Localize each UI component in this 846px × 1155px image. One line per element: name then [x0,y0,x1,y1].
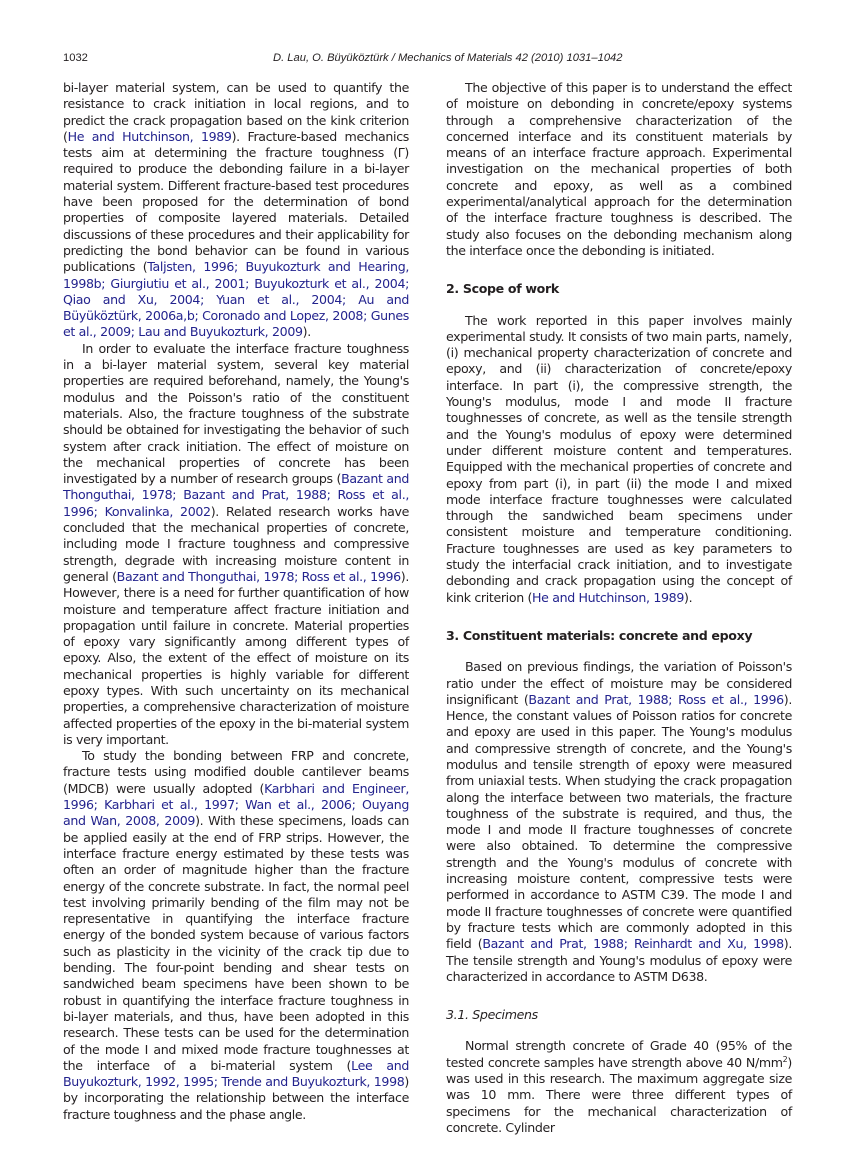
paragraph [446,1038,792,1136]
paragraph [446,313,792,606]
superscript: 2 [782,1054,788,1064]
text-run: The work reported in this paper involves mainly experimental study. It consists of two main parts, namely, (i) mechanical property characterization of concrete and epoxy, and (ii) characterization of concrete/epoxy interface. In part (i), the compressive strength, the Young's modulus, mode I and mode II fracture toughnesses of concrete, as well as the tensile strength and the Young's modulus of epoxy were determined under different moisture content and temperatures. Equipped with the mechanical properties of concrete and epoxy from part (i), in part (ii) the mode I and mixed mode interface fracture toughnesses were calculated through the sandwiched beam specimens under consistent moisture and temperature conditioning. Fracture toughnesses are used as key parameters to study the interfacial crack initiation, and to investigate debonding and crack propagation using the concept of kink criterion ( [446,312,792,605]
right-column [446,80,792,1136]
citation-link[interactable]: Bazant and Prat, 1988; Ross et al., 1996 [528,691,784,707]
spacer [446,298,792,313]
citation-link[interactable]: He and Hutchinson, 1989 [532,589,684,605]
text-run: To study the bonding between FRP and concrete, fracture tests using modified double cantilever beams (MDCB) were usually adopted ( [63,748,409,796]
page-number: 1032 [63,52,88,64]
paragraph [63,80,409,341]
left-column [63,80,409,1123]
text-run: ). With these specimens, loads can be applied easily at the end of FRP strips. However, the interface fracture energy estimated by these tests was often an order of magnitude higher than the fracture energy of the concrete substrate. In fact, the normal peel test involving primarily bending of the film may not be representative in quantifying the interface fracture energy of the bonded system because of various factors such as plasticity in the vicinity of the crack tip due to bending. The four-point bending and shear tests on sandwiched beam specimens have been shown to be robust in quantifying the interface fracture toughness in bi-layer materials, and thus, have been adopted in this research. These tests can be used for the determination of the mode I and mixed mode fracture toughnesses at the interface of a bi-material system ( [63,813,409,1073]
text-run: ). The tensile strength and Young's modulus of epoxy were characterized in accordance to ASTM D638. [446,936,792,984]
citation-link[interactable]: Bazant and Thonguthai, 1978; Ross et al., 1996 [116,568,401,584]
text-run: ). Hence, the constant values of Poisson ratios for concrete and epoxy are used in this paper. The Young's modulus and compressive strength of concrete, and the Young's modulus and tensile strength of epoxy were measured from uniaxial tests. When studying the crack propagation along the interface between two materials, the fracture toughness of the substrate is required, and thus, the mode I and mode II fracture toughnesses of concrete were also obtained. To determine the compressive strength and the Young's modulus of concrete with increasing moisture content, compressive tests were performed in accordance to ASTM C39. The mode I and mode II fracture toughnesses of concrete were quantified by fracture tests which are commonly adopted in this field ( [446,691,792,952]
spacer [446,644,792,659]
text-run: Based on previous findings, the variation of Poisson's ratio under the effect of moisture may be considered insignificant ( [446,659,792,707]
citation-link[interactable]: Taljsten, 1996; Buyukozturk and Hearing, 1998b; Giurgiutiu et al., 2001; Buyukozturk et al., 2004; Qiao and Xu, 2004; Yuan et al., 2004; Au and Büyüköztürk, 2006a,b; Coronado and Lopez, 2008; Gunes et al., 2009; Lau and Buyukozturk, 2009 [63,259,409,340]
text-run: ). Related research works have concluded that the mechanical properties of concrete, including mode I fracture toughness and compressive strength, degrade with increasing moisture content in general ( [63,503,409,584]
text-run: ). [302,324,311,340]
section-heading: 2. Scope of work [446,281,559,297]
text-run: ) by incorporating the relationship between the interface fracture toughness and the phase angle. [63,1074,409,1122]
running-title: D. Lau, O. Büyüköztürk / Mechanics of Materials 42 (2010) 1031–1042 [273,52,623,64]
spacer [446,606,792,628]
paragraph [63,341,409,748]
text-run: ) was used in this research. The maximum aggregate size was 10 mm. There were three different types of specimens for the mechanical characterization of concrete. Cylinder [446,1054,792,1135]
spacer [446,985,792,1007]
paragraph [446,80,792,259]
text-run: bi-layer material system, can be used to quantify the resistance to crack initiation in local regions, and to predict the crack propagation based on the kink criterion ( [63,80,409,144]
text-run: ). However, there is a need for further quantification of how moisture and temperature affect fracture initiation and propagation until failure in concrete. Material properties of epoxy vary significantly among different types of epoxy. Also, the extent of the effect of moisture on its mechanical properties is highly variable for different epoxy types. With such uncertainty on its mechanical properties, a comprehensive characterization of moisture affected properties of the epoxy in the bi-material system is very important. [63,568,409,747]
citation-link[interactable]: Bazant and Prat, 1988; Reinhardt and Xu, 1998 [482,936,784,952]
paragraph [446,659,792,985]
page-header [63,52,794,70]
citation-link[interactable]: Lee and Buyukozturk, 1992, 1995; Trende and Buyukozturk, 1998 [63,1057,409,1090]
citation-link[interactable]: Karbhari and Engineer, 1996; Karbhari et al., 1997; Wan et al., 2006; Ouyang and Wan, 2008, 2009 [63,780,409,829]
spacer [446,1023,792,1038]
text-run: The objective of this paper is to understand the effect of moisture on debonding in concrete/epoxy systems through a comprehensive characterization of the concerned interface and its constituent materials by means of an interface fracture approach. Experimental investigation on the mechanical properties of both concrete and epoxy, as well as a combined experimental/analytical approach for the determination of the interface fracture toughness is described. The study also focuses on the debonding mechanism along the interface once the debonding is initiated. [446,80,792,258]
text-run: In order to evaluate the interface fracture toughness in a bi-layer material system, several key material properties are required beforehand, namely, the Young's modulus and the Poisson's ratio of the constituent materials. Also, the fracture toughness of the substrate should be obtained for investigating the behavior of such system after crack initiation. The effect of moisture on the mechanical properties of concrete has been investigated by a number of research groups ( [63,340,409,487]
text-run: ). Fracture-based mechanics tests aim at determining the fracture toughness (Γ) required to produce the debonding failure in a bi-layer material system. Different fracture-based test procedures have been proposed for the determination of bond properties of composite layered materials. Detailed discussions of these procedures and their applicability for predicting the bond behavior can be found in various publications ( [63,128,409,275]
section-heading: 3. Constituent materials: concrete and epoxy [446,627,753,643]
citation-link[interactable]: Bazant and Thonguthai, 1978; Bazant and Prat, 1988; Ross et al., 1996; Konvalinka, 2002 [63,471,409,519]
text-run: ). [684,589,693,605]
text-run: Normal strength concrete of Grade 40 (95% of the tested concrete samples have strength above 40 N/mm [446,1038,792,1070]
paragraph [63,748,409,1123]
spacer [446,259,792,281]
citation-link[interactable]: He and Hutchinson, 1989 [67,128,232,144]
subsection-heading: 3.1. Specimens [446,1007,538,1023]
